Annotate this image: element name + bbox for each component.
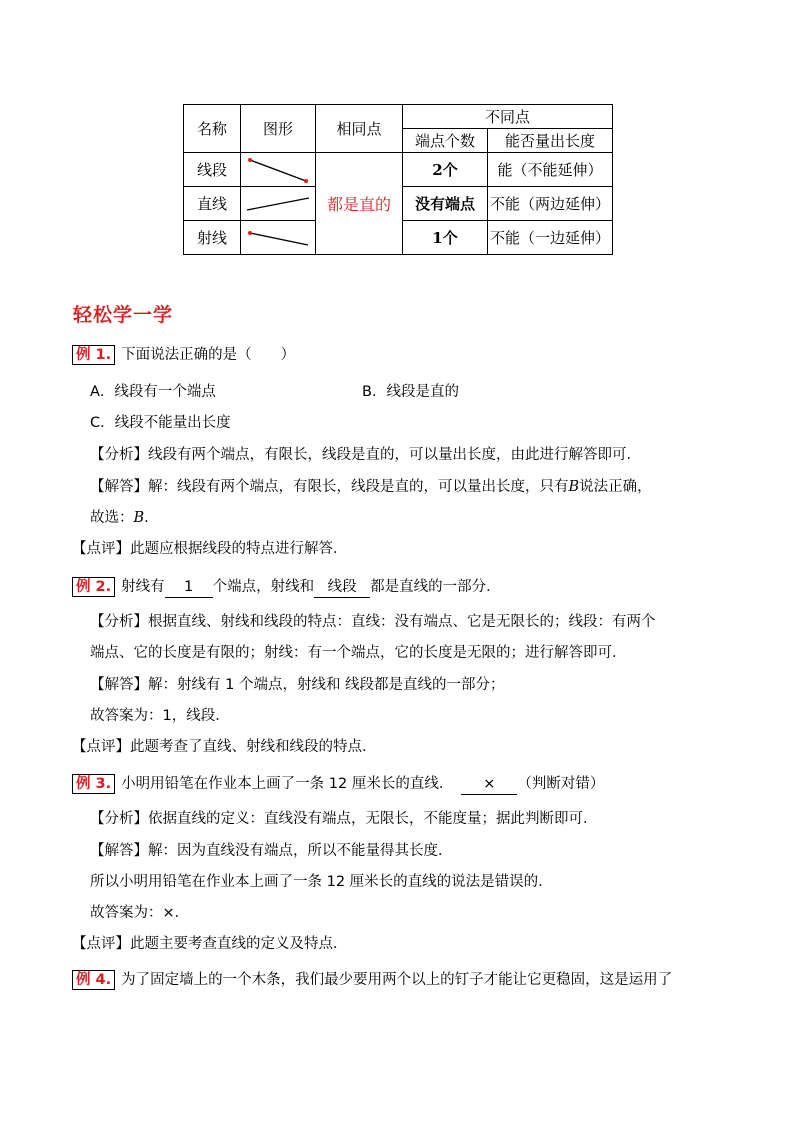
analysis-text: 根据直线、射线和线段的特点：直线：没有端点、它是无限长的；线段：有两个 xyxy=(148,614,656,630)
answer-1 xyxy=(90,477,652,497)
analysis-label: 【分析】 xyxy=(90,811,148,827)
header-measurable: 能否量出长度 xyxy=(488,129,613,153)
example-1-question xyxy=(72,345,295,365)
answer-blank: × xyxy=(461,774,517,795)
common-value: 都是直的 xyxy=(316,153,403,255)
example-tag: 例 3. xyxy=(72,774,115,794)
answer-2-cont: 故答案为：1，线段． xyxy=(90,708,230,724)
question-part: 都是直线的一部分． xyxy=(370,579,501,595)
question-text: 小明用铅笔在作业本上画了一条 12 厘米长的直线． xyxy=(121,776,454,792)
analysis-text: 线段有两个端点，有限长，线段是直的，可以量出长度，由此进行解答即可． xyxy=(148,447,641,463)
line-figure xyxy=(241,187,316,221)
row-name: 线段 xyxy=(184,153,241,187)
example-2-question xyxy=(72,577,501,598)
example-tag: 例 2. xyxy=(72,577,115,597)
answer-2 xyxy=(90,675,505,695)
header-name: 名称 xyxy=(184,105,241,153)
comment-label: 【点评】 xyxy=(72,541,130,557)
answer-label: 【解答】 xyxy=(90,479,148,495)
comment-3 xyxy=(72,934,348,954)
analysis-label: 【分析】 xyxy=(90,447,148,463)
question-text: 下面说法正确的是（ ） xyxy=(121,347,296,363)
answer-text: 解：线段有两个端点，有限长，线段是直的，可以量出长度，只有 xyxy=(148,479,569,495)
answer-3-cont: 所以小明用铅笔在作业本上画了一条 12 厘米长的直线的说法是错误的． xyxy=(90,874,553,890)
straight-line-icon xyxy=(244,192,312,216)
row-endpoints: 2个 xyxy=(403,153,488,187)
comparison-table xyxy=(183,104,613,255)
comment-2 xyxy=(72,737,377,757)
comment-text: 此题考查了直线、射线和线段的特点． xyxy=(130,739,377,755)
answer-tail: 说法正确， xyxy=(579,479,652,495)
analysis-1 xyxy=(90,445,641,465)
line-segment-icon xyxy=(244,154,312,186)
analysis-3 xyxy=(90,809,598,829)
analysis-2-cont: 端点、它的长度是有限的；射线：有一个端点，它的长度是无限的；进行解答即可． xyxy=(90,645,627,661)
ray-figure xyxy=(241,221,316,255)
comment-text: 此题应根据线段的特点进行解答． xyxy=(130,541,348,557)
answer-label: 【解答】 xyxy=(90,677,148,693)
ray-icon xyxy=(244,226,312,250)
option-a: A．线段有一个端点 xyxy=(90,384,216,400)
header-endpoints: 端点个数 xyxy=(403,129,488,153)
header-figure: 图形 xyxy=(241,105,316,153)
row-measurable: 不能（两边延伸） xyxy=(488,187,613,221)
segment-figure xyxy=(241,153,316,187)
analysis-text: 依据直线的定义：直线没有端点，无限长，不能度量；据此判断即可． xyxy=(148,811,598,827)
row-measurable: 不能（一边延伸） xyxy=(488,221,613,255)
header-diff: 不同点 xyxy=(403,105,613,129)
example-tag: 例 4. xyxy=(72,970,115,990)
choice-value: B xyxy=(133,510,145,526)
row-name: 直线 xyxy=(184,187,241,221)
example-tag: 例 1. xyxy=(72,345,115,365)
choice-end: ． xyxy=(144,510,159,526)
comment-label: 【点评】 xyxy=(72,739,130,755)
answer-var: B xyxy=(568,479,580,495)
answer-3 xyxy=(90,841,453,861)
question-part: 个端点，射线和 xyxy=(212,579,315,595)
answer-label: 【解答】 xyxy=(90,843,148,859)
example-4-question xyxy=(72,970,672,990)
analysis-label: 【分析】 xyxy=(90,614,148,630)
choice-prefix: 故选： xyxy=(90,510,134,526)
comment-text: 此题主要考查直线的定义及特点． xyxy=(130,936,348,952)
section-title: 轻松学一学 xyxy=(73,304,174,326)
row-endpoints: 1个 xyxy=(403,221,488,255)
option-c: C．线段不能量出长度 xyxy=(90,415,231,431)
row-endpoints: 没有端点 xyxy=(403,187,488,221)
table-row xyxy=(184,153,613,187)
answer-3-final: 故答案为：×． xyxy=(90,905,190,921)
question-part: 射线有 xyxy=(121,579,165,595)
answer-blank-1: 1 xyxy=(165,577,213,598)
comment-1 xyxy=(72,539,348,559)
option-b: B．线段是直的 xyxy=(362,384,459,400)
choice-1 xyxy=(90,508,159,528)
analysis-2 xyxy=(90,612,656,632)
row-name: 射线 xyxy=(184,221,241,255)
question-suffix: （判断对错） xyxy=(517,776,605,792)
example-3-question xyxy=(72,774,604,795)
answer-text: 解：因为直线没有端点，所以不能量得其长度． xyxy=(148,843,453,859)
question-text: 为了固定墙上的一个木条，我们最少要用两个以上的钉子才能让它更稳固，这是运用了 xyxy=(121,972,673,988)
row-measurable: 能（不能延伸） xyxy=(488,153,613,187)
answer-text: 解：射线有 1 个端点，射线和 线段都是直线的一部分； xyxy=(148,677,505,693)
comment-label: 【点评】 xyxy=(72,936,130,952)
answer-blank-2: 线段 xyxy=(314,577,370,598)
header-common: 相同点 xyxy=(316,105,403,153)
